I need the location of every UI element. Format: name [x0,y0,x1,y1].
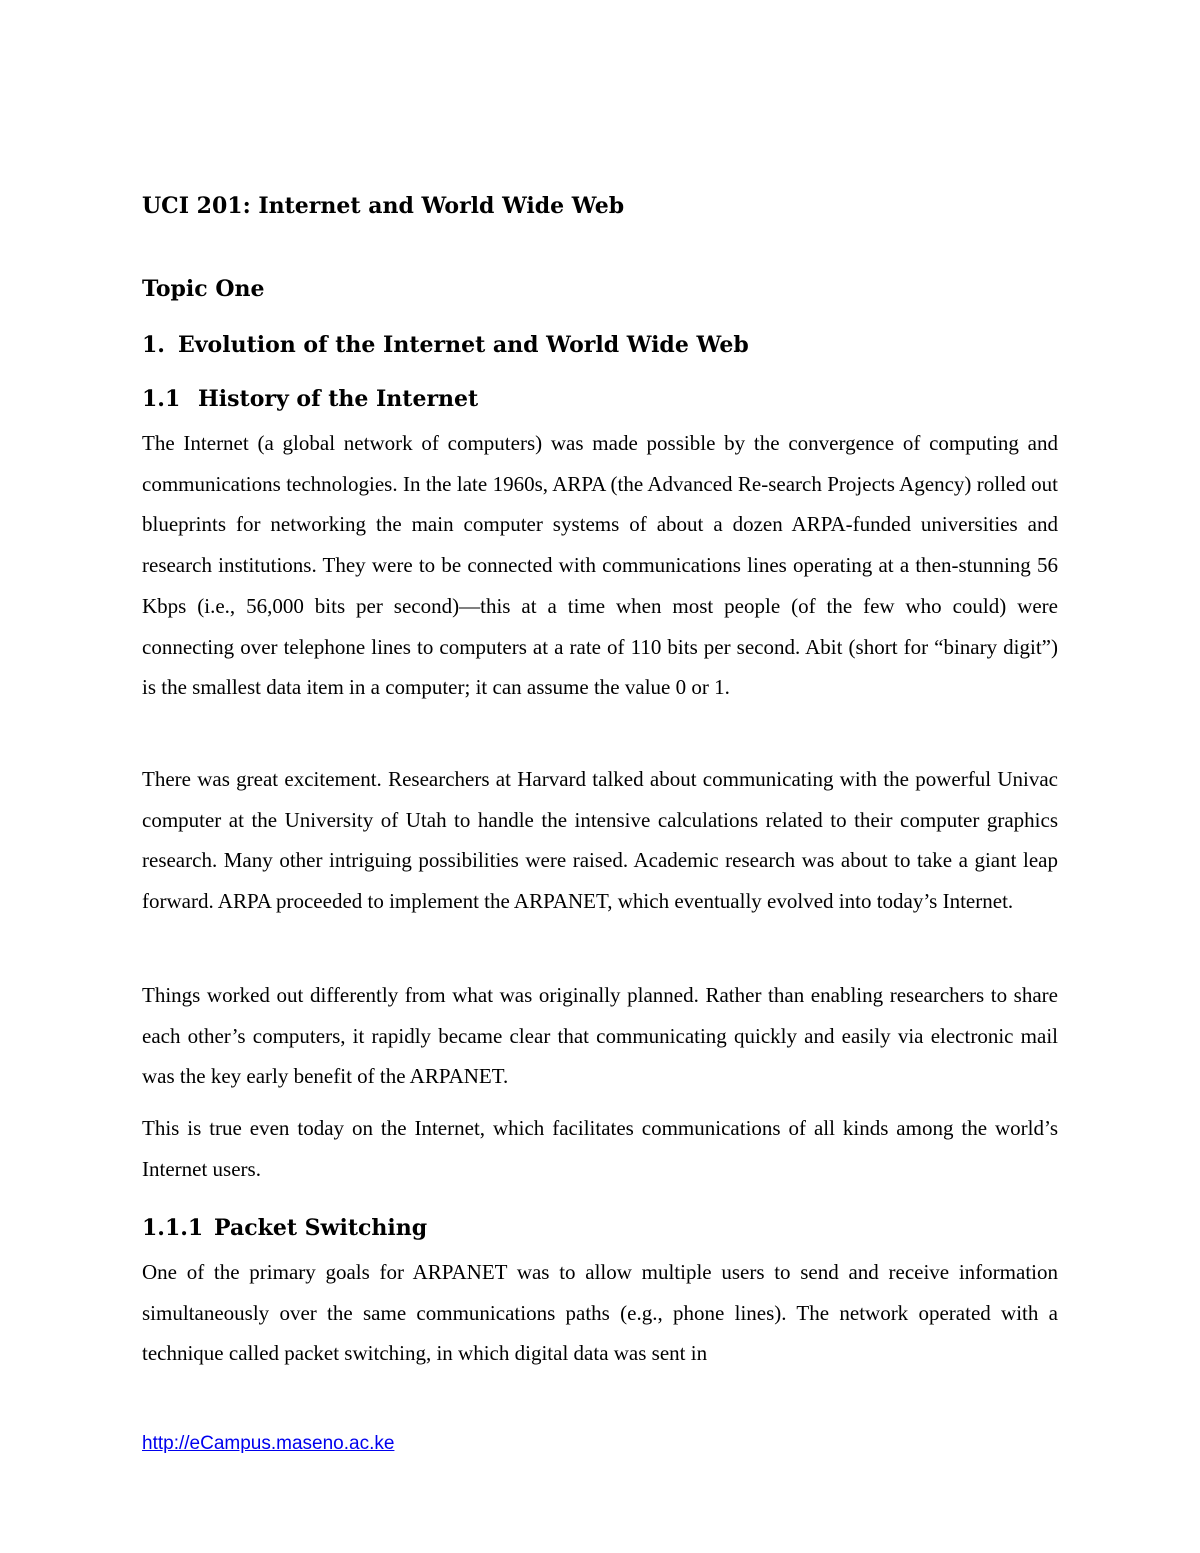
course-title: UCI 201: Internet and World Wide Web [142,193,625,219]
section-1-1-1-title: Packet Switching [214,1215,428,1241]
section-1-1-title: History of the Internet [198,386,479,412]
section-1-heading [142,330,749,360]
topic-title: Topic One [142,276,265,302]
paragraph-packet-switching: One of the primary goals for ARPANET was to allow multiple users to send and receive information simultaneously over the same communications paths (e.g., phone lines). The network operated with a technique called packet switching, in which digital data was sent in [142,1260,1058,1366]
paragraph-excitement: There was great excitement. Researchers at Harvard talked about communicating with the powerful Univac computer at the University of Utah to handle the intensive calculations related to their computer graphics research. Many other intriguing possibilities were raised. Academic research was about to take a giant leap forward. ARPA proceeded to implement the ARPANET, which eventually evolved into today’s Internet. [142,767,1058,914]
section-1-1-1-heading [142,1213,427,1243]
section-1-1-1-number: 1.1.1 [142,1215,204,1241]
footer-link-ecampus[interactable]: http://eCampus.maseno.ac.ke [142,1433,395,1454]
paragraph-differently: Things worked out differently from what was originally planned. Rather than enabling researchers to share each other’s computers, it rapidly became clear that communicating quickly and easily via electronic mail was the key early benefit of the ARPANET. [142,983,1058,1089]
paragraph-internet-origins: The Internet (a global network of computers) was made possible by the convergence of computing and communications technologies. In the late 1960s, ARPA (the Advanced Re-search Projects Agency) rolled out blueprints for networking the main computer systems of about a dozen ARPA-funded universities and research institutions. They were to be connected with communications lines operating at a then-stunning 56 Kbps (i.e., 56,000 bits per second)—this at a time when most people (of the few who could) were connecting over telephone lines to computers at a rate of 110 bits per second. Abit (short for “binary digit”) is the smallest data item in a computer; it can assume the value 0 or 1. [142,431,1058,700]
section-1-title: Evolution of the Internet and World Wide Web [178,332,749,358]
section-1-1-heading [142,384,478,414]
paragraph-true-today: This is true even today on the Internet, which facilitates communications of all kinds among the world’s Internet users. [142,1116,1058,1181]
section-1-number: 1. [142,332,165,358]
section-1-1-number: 1.1 [142,386,181,412]
